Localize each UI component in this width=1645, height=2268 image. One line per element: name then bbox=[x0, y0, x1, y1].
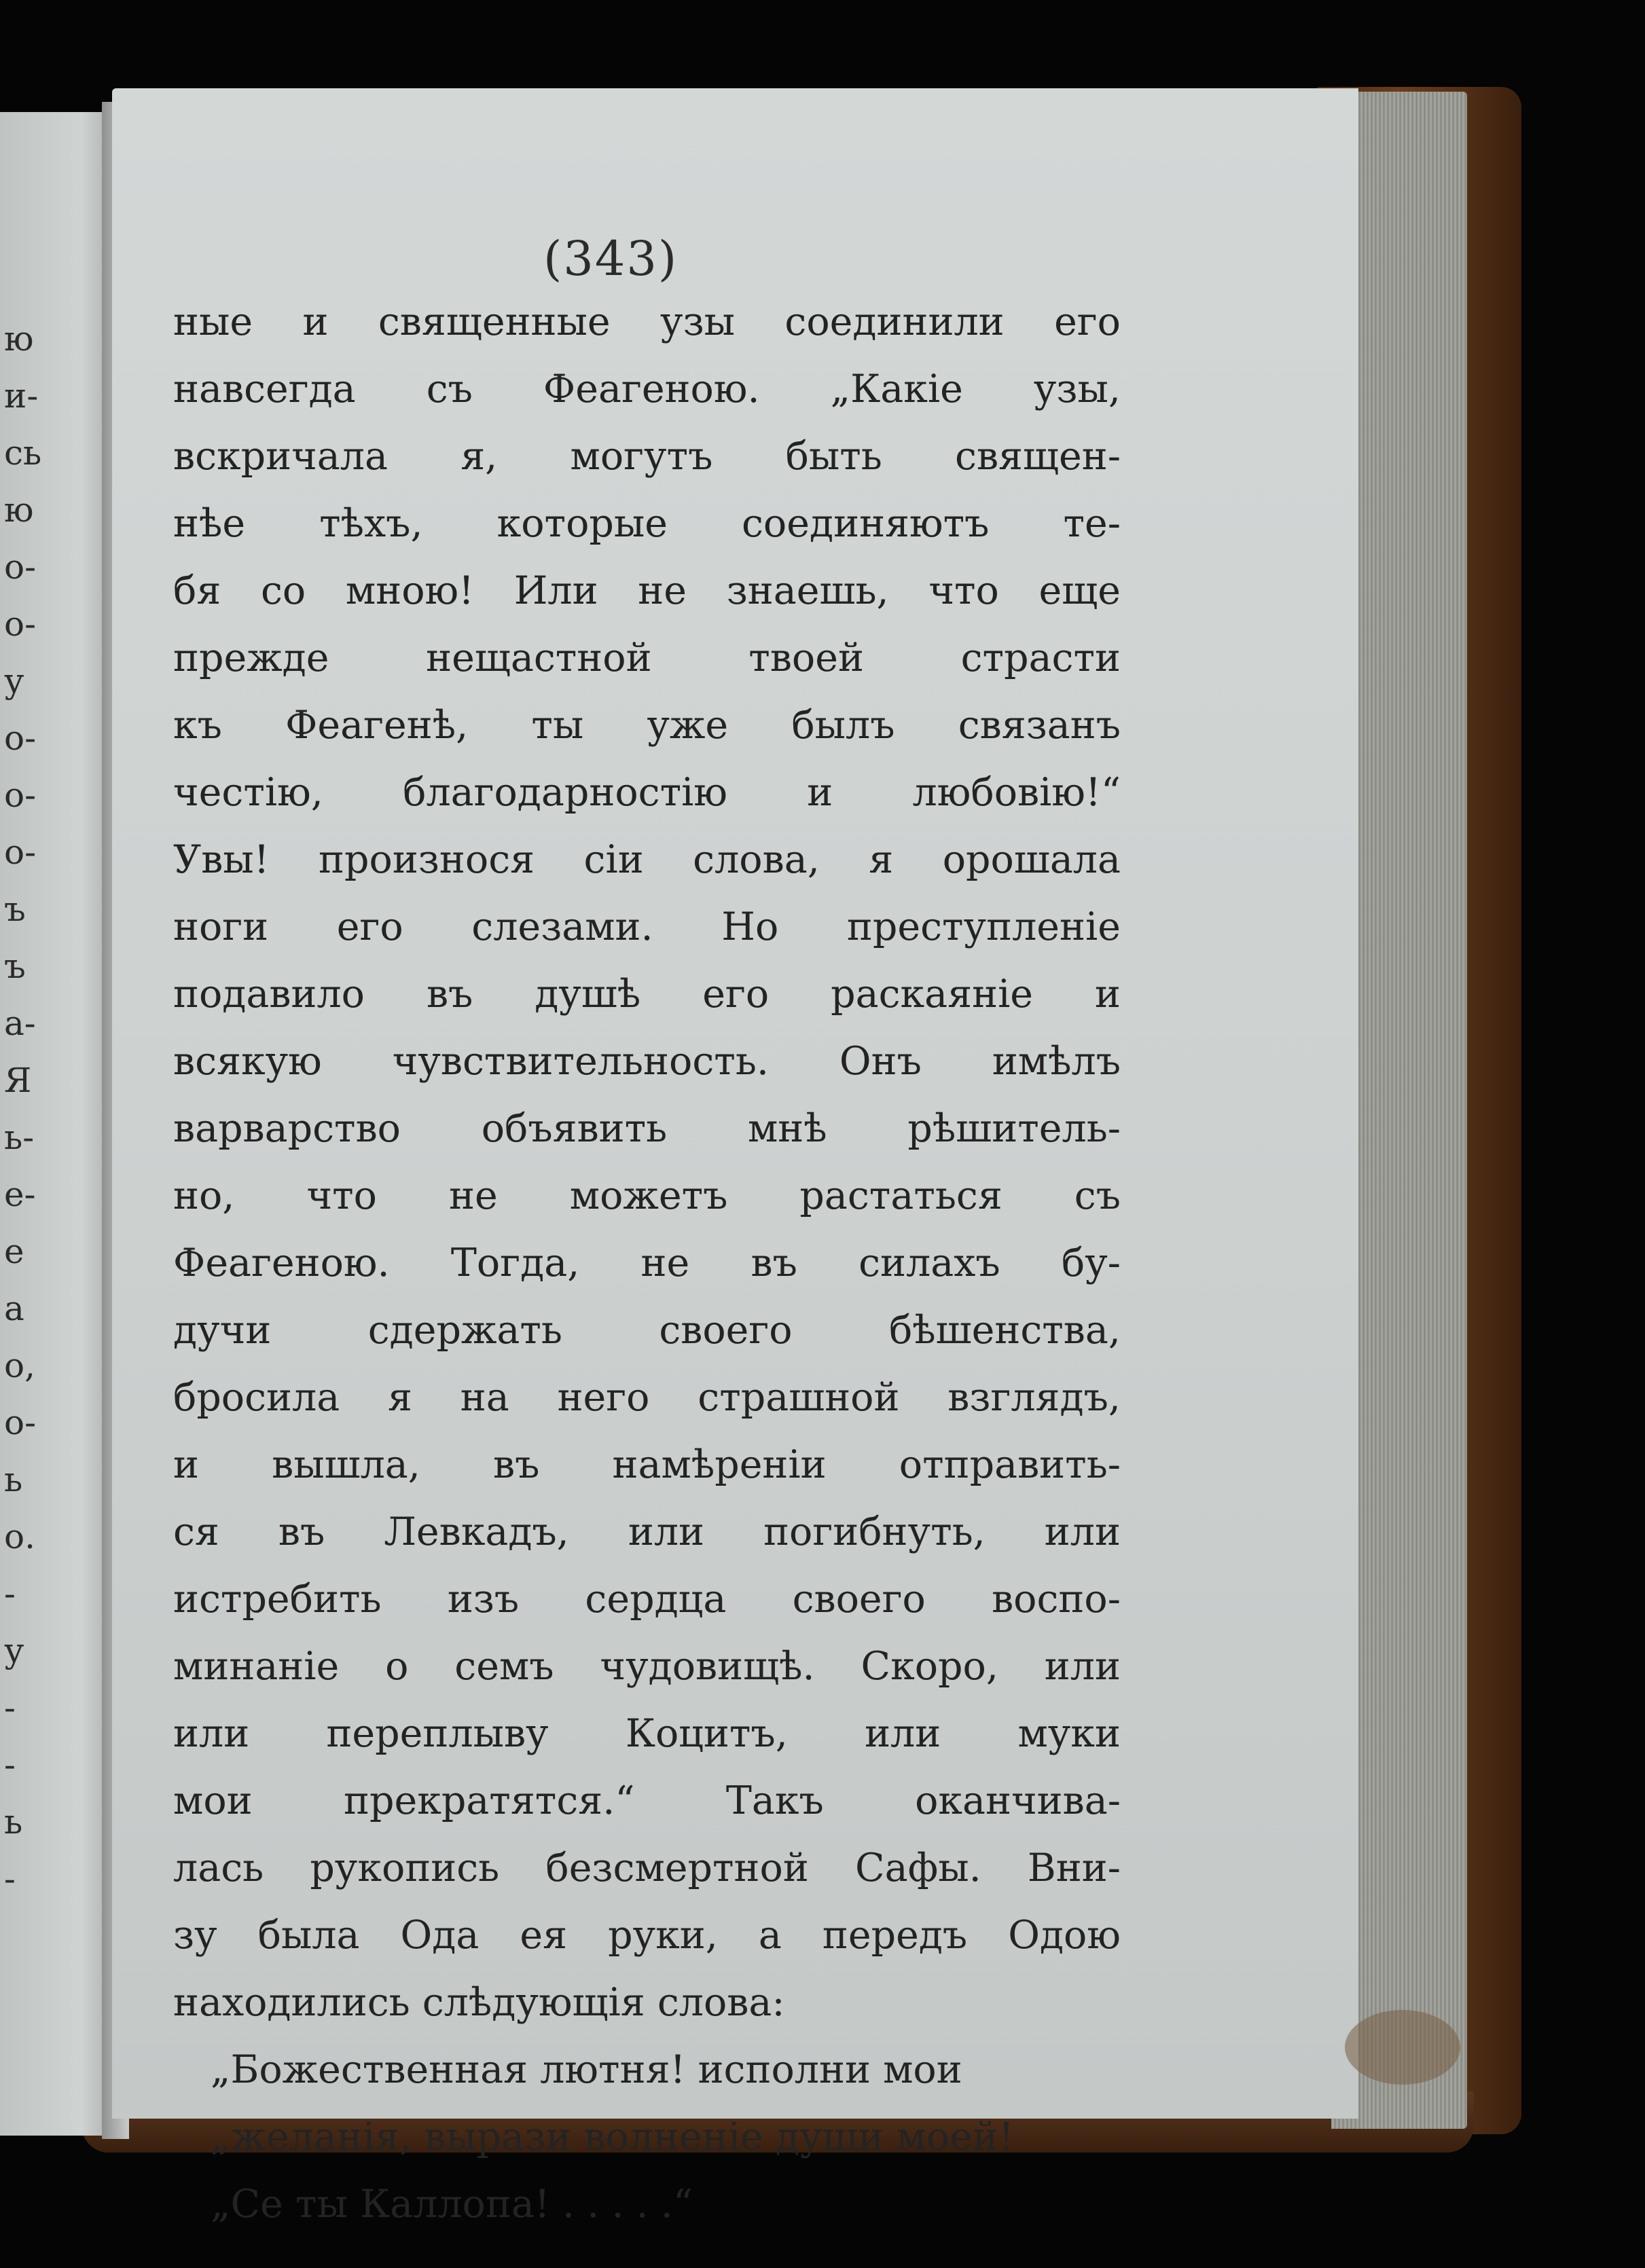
left-page-fragment: а- bbox=[4, 1004, 36, 1043]
text-line: подавило въ душѣ его раскаяніе и bbox=[173, 972, 1121, 1017]
text-line: нѣе тѣхъ, которые соединяютъ те- bbox=[173, 501, 1121, 546]
left-page-fragment: ъ bbox=[4, 947, 26, 986]
left-page-fragment: е- bbox=[4, 1175, 36, 1214]
left-page-fragment: о, bbox=[4, 1346, 35, 1385]
text-line: находились слѣдующія слова: bbox=[173, 1980, 785, 2025]
quote-line: „желанія, вырази волненіе души моей! bbox=[211, 2115, 1014, 2159]
text-line: вскричала я, могутъ быть священ- bbox=[173, 434, 1121, 479]
text-line: Феагеною. Тогда, не въ силахъ бу- bbox=[173, 1241, 1121, 1285]
text-line: навсегда съ Феагеною. „Какіе узы, bbox=[173, 367, 1121, 411]
left-page-fragment: ь- bbox=[4, 1118, 35, 1157]
left-page-fragment: - bbox=[4, 1688, 16, 1727]
text-line: Увы! произнося сіи слова, я орошала bbox=[173, 837, 1121, 882]
text-line: ноги его слезами. Но преступленіе bbox=[173, 904, 1121, 949]
left-page-fragment: о- bbox=[4, 1403, 36, 1442]
text-line: лась рукопись безсмертной Сафы. Вни- bbox=[173, 1846, 1121, 1890]
text-line: истребить изъ сердца своего воспо- bbox=[173, 1577, 1121, 1622]
left-page-fragment: сь bbox=[4, 433, 42, 473]
left-page-fragment: ь bbox=[4, 1460, 23, 1499]
left-page-fragment: ю bbox=[4, 319, 34, 359]
left-page-fragment: ъ bbox=[4, 890, 26, 929]
text-line: и вышла, въ намѣреніи отправить- bbox=[173, 1442, 1121, 1487]
left-page-fragment: ю bbox=[4, 490, 34, 530]
left-page-fragment: о- bbox=[4, 775, 36, 815]
text-line: зу была Ода ея руки, а передъ Одою bbox=[173, 1913, 1121, 1958]
text-line: всякую чувствительность. Онъ имѣлъ bbox=[173, 1039, 1121, 1084]
left-page-fragment: - bbox=[4, 1745, 16, 1785]
left-page-fragment: о. bbox=[4, 1517, 35, 1556]
text-line: мои прекратятся.“ Такъ оканчива- bbox=[173, 1778, 1121, 1823]
text-line: варварство объявить мнѣ рѣшитель- bbox=[173, 1106, 1121, 1151]
quote-line: „Божественная лютня! исполни мои bbox=[211, 2047, 962, 2092]
body-text bbox=[173, 289, 1121, 2238]
left-page-fragment: Я bbox=[4, 1061, 32, 1100]
text-line: дучи сдержать своего бѣшенства, bbox=[173, 1308, 1121, 1353]
left-page-fragment: у bbox=[4, 1631, 24, 1670]
text-line: ные и священные узы соединили его bbox=[173, 299, 1121, 344]
text-line: но, что не можетъ растаться съ bbox=[173, 1173, 1121, 1218]
text-line: къ Феагенѣ, ты уже былъ связанъ bbox=[173, 703, 1121, 748]
text-line: ся въ Левкадъ, или погибнуть, или bbox=[173, 1510, 1121, 1554]
left-page-fragment: а bbox=[4, 1289, 24, 1328]
left-page-fragment: о- bbox=[4, 547, 36, 587]
left-page bbox=[0, 112, 117, 2136]
text-line: или переплыву Коцитъ, или муки bbox=[173, 1711, 1121, 1756]
text-line: минаніе о семъ чудовищѣ. Скоро, или bbox=[173, 1644, 1121, 1689]
left-page-fragment: - bbox=[4, 1574, 16, 1613]
text-line: честію, благодарностію и любовію!“ bbox=[173, 770, 1121, 815]
left-page-fragment: - bbox=[4, 1859, 16, 1899]
quote-line: „Се ты Каллопа! . . . . .“ bbox=[211, 2182, 693, 2227]
left-page-fragment: ь bbox=[4, 1802, 23, 1842]
page-stain bbox=[1345, 2010, 1460, 2085]
left-page-fragment: о- bbox=[4, 718, 36, 758]
page-number: (343) bbox=[543, 231, 679, 287]
text-line: прежде нещастной твоей страсти bbox=[173, 636, 1121, 680]
left-page-fragment: у bbox=[4, 661, 24, 701]
left-page-fragment: о- bbox=[4, 833, 36, 872]
text-line: бросила я на него страшной взглядъ, bbox=[173, 1375, 1121, 1420]
left-page-fragment: е bbox=[4, 1232, 24, 1271]
left-page-fragment: и- bbox=[4, 376, 39, 416]
text-line: бя со мною! Или не знаешь, что еще bbox=[173, 568, 1121, 613]
left-page-fragment: о- bbox=[4, 604, 36, 644]
